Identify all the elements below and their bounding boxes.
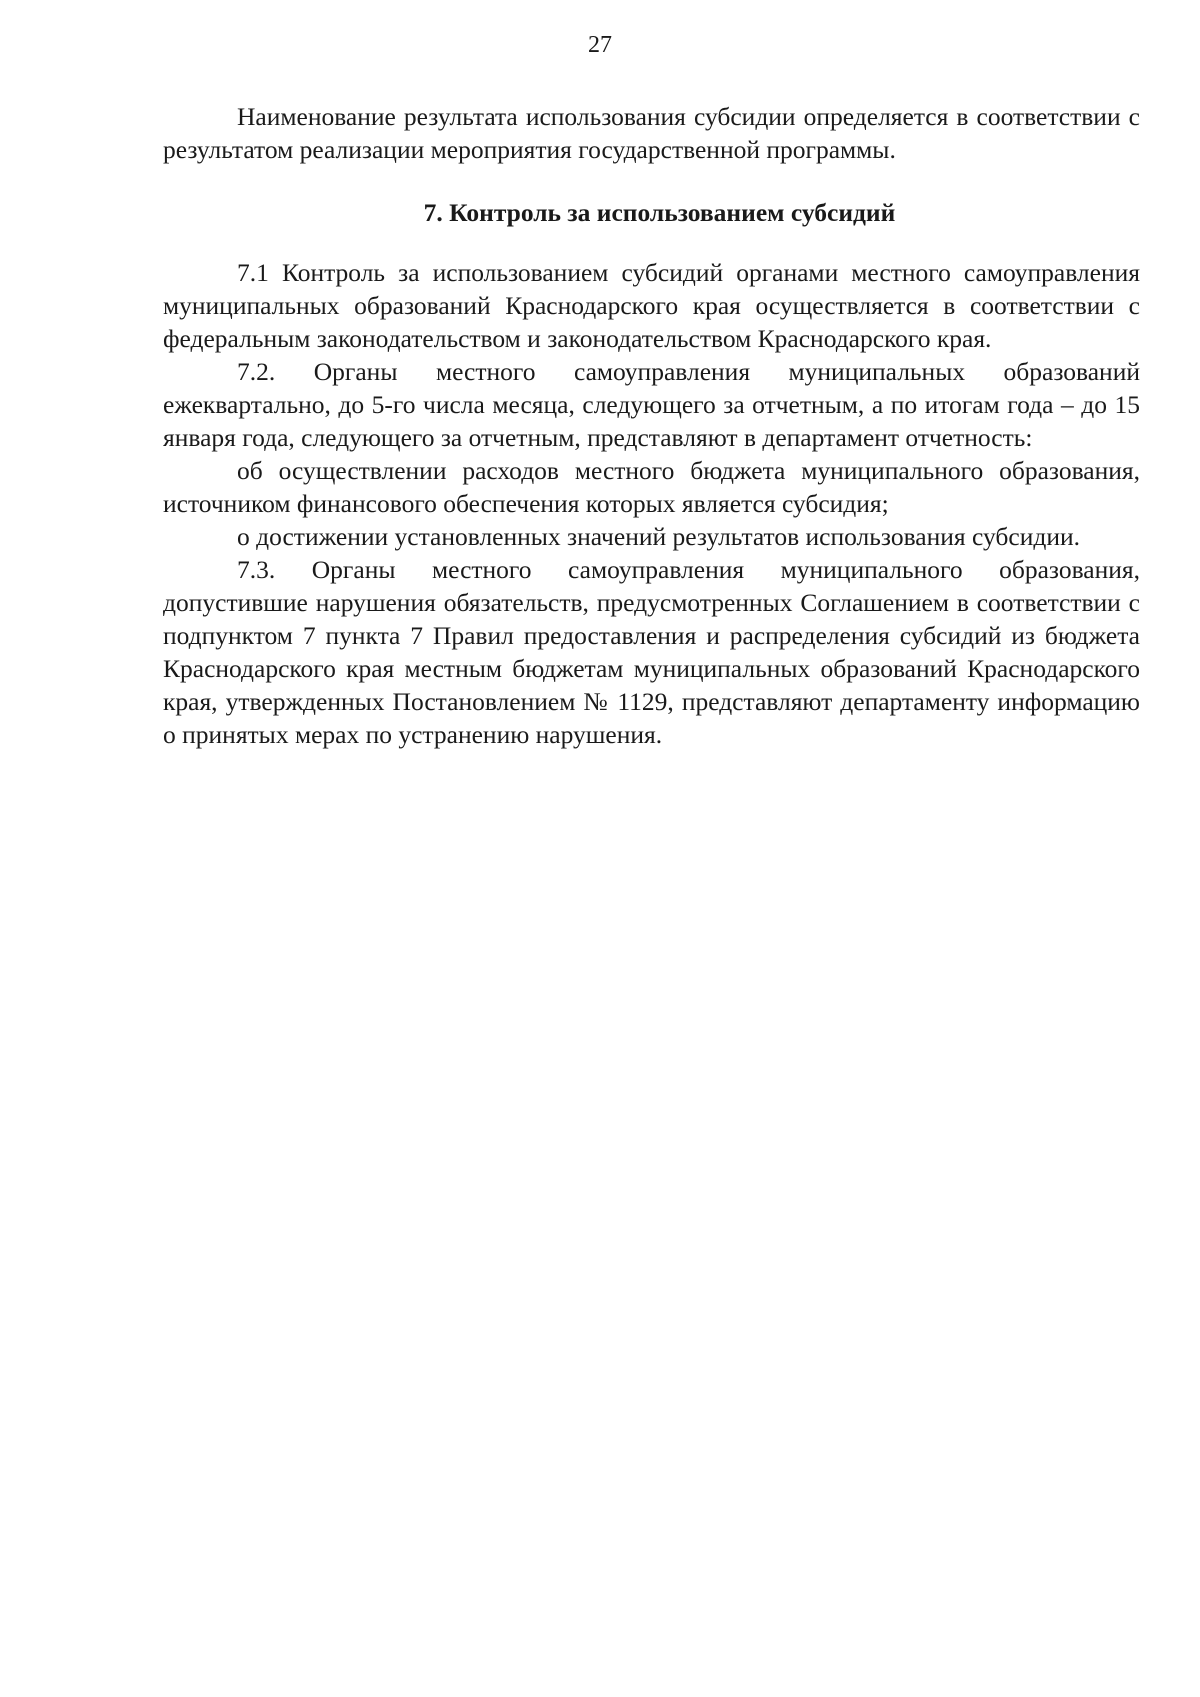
paragraph-7-2-item-results: о достижении установленных значений результатов использования субсидии. [237, 522, 1080, 551]
paragraph-7-1: 7.1 Контроль за использованием субсидий органами местного самоуправления муниципальных образований Краснодарского края осуществляется в соответствии с федеральным законодательством и законодательством Краснодарского края. [163, 258, 1140, 353]
paragraph-7-2-item-expenses: об осуществлении расходов местного бюджета муниципального образования, источником финансового обеспечения которых является субсидия; [163, 456, 1140, 518]
paragraph-7-3: 7.3. Органы местного самоуправления муниципального образования, допустившие нарушения обязательств, предусмотренных Соглашением в соответствии с подпунктом 7 пункта 7 Правил предоставления и распределения субсидий из бюджета Краснодарского края местным бюджетам муниципальных образований Краснодарского края, утвержденных Постановлением № 1129, представляют департаменту информацию о принятых мерах по устранению нарушения. [163, 555, 1140, 749]
document-body [163, 100, 1140, 751]
intro-paragraph: Наименование результата использования субсидии определяется в соответствии с результатом реализации мероприятия государственной программы. [163, 102, 1140, 164]
paragraph-7-2: 7.2. Органы местного самоуправления муниципальных образований ежеквартально, до 5-го числа месяца, следующего за отчетным, а по итогам года – до 15 января года, следующего за отчетным, представляют в департамент отчетность: [163, 357, 1140, 452]
section-heading: 7. Контроль за использованием субсидий [423, 198, 896, 227]
page-number: 27 [588, 32, 612, 58]
